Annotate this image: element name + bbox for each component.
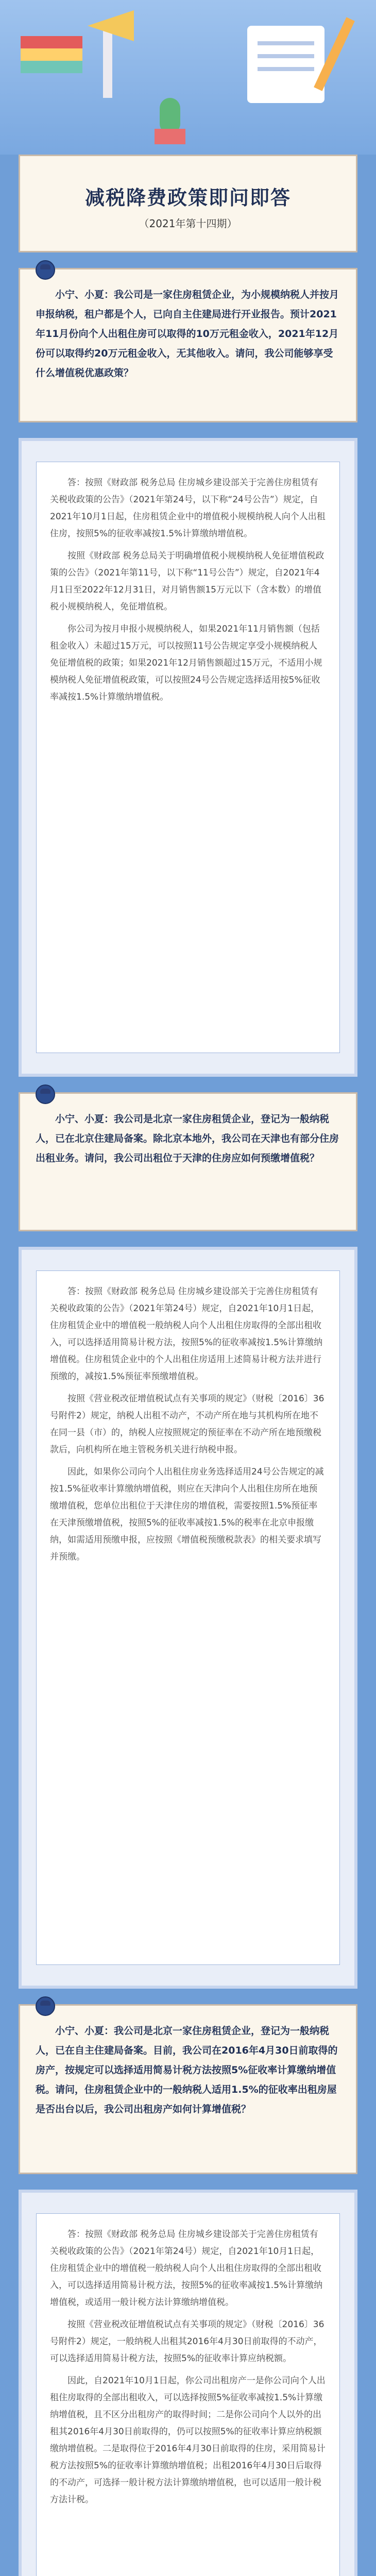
question-3-text: 小宁、小夏：我公司是北京一家住房租赁企业，登记为一般纳税人，已在自主住建局备案。目前，我公司在2016年4月30日前取得的房产，按规定可以选择适用简易计税方法按照5%征收率计算缴纳增值税。请问，住房租赁企业中的一般纳税人适用1.5%的征收率出租房屋是否出台以后，我公司出租房产如何计算增值税？	[36, 2025, 338, 2115]
answer-2-paragraph: 答：按照《财政部 税务总局 住房城乡建设部关于完善住房租赁有关税收政策的公告》（2021年第24号）规定，自2021年10月1日起，住房租赁企业中的增值税一般纳税人向个人出租住房取得的全部出租收入，可以选择适用简易计税方法，按照5%的征收率减按1.5%计算缴纳增值税。住房租赁企业中的个人出租住房适用上述简易计税方法并进行预缴的，减按1.5%预征率预缴增值税。	[50, 1286, 323, 1382]
question-1-panel	[19, 268, 357, 422]
answer-3-paragraph: 按照《营业税改征增值税试点有关事项的规定》（财税〔2016〕36号附件2）规定，一般纳税人出租其2016年4月30日前取得的不动产，可以选择适用简易计税方法，按照5%的征收率计算应纳税额。	[50, 2319, 324, 2364]
question-1-text: 小宁、小夏：我公司是一家住房租赁企业，为小规模纳税人并按月申报纳税，租户都是个人，已向自主住建局进行开业报告。预计2021年11月份向个人出租住房可以取得的10万元租金收入，2021年12月份可以取得约20万元租金收入，无其他收入。请问，我公司能够享受什么增值税优惠政策？	[36, 289, 339, 379]
question-3-text-wrap	[36, 2021, 340, 2157]
question-1-text-wrap	[36, 285, 340, 405]
books-icon	[21, 36, 82, 73]
question-3-panel	[19, 2004, 357, 2174]
answer-1-paragraph: 按照《财政部 税务总局关于明确增值税小规模纳税人免征增值税政策的公告》（2021年第11号，以下称“11号公告”）规定，自2021年4月1日至2022年12月31日，对月销售额15万元以下（含本数）的增值税小规模纳税人，免征增值税。	[50, 551, 324, 612]
answer-3-paragraph: 答：按照《财政部 税务总局 住房城乡建设部关于完善住房租赁有关税收政策的公告》（2021年第24号）规定，自2021年10月1日起，住房租赁企业中的增值税一般纳税人向个人出租住房取得的全部出租收入，可以选择适用简易计税方法，按照5%的征收率减按1.5%计算缴纳增值税，或适用一般计税方法计算缴纳增值税。	[50, 2229, 323, 2308]
answer-1-paragraph: 答：按照《财政部 税务总局 住房城乡建设部关于完善住房租赁有关税收政策的公告》（2021年第24号，以下称“24号公告”）规定，自2021年10月1日起，住房租赁企业中的增值税小规模纳税人向个人出租住房，按照5%的征收率减按1.5%计算缴纳增值税。	[50, 478, 326, 539]
answer-3-paragraph: 因此，自2021年10月1日起，你公司出租房产一是你公司向个人出租住房取得的全部出租收入，可以选择按照5%征收率减按1.5%计算缴纳增值税，且不区分出租房产的取得时间；二是你公司向个人以外的出租其2016年4月30日前取得的，仍可以按照5%的征收率计算应纳税额缴纳增值税。二是取得位于2016年4月30日前取得的住房，采用简易计税方法按照5%的征收率计算缴纳增值税；出租2016年4月30日后取得的不动产，可选择一般计税方法计算缴纳增值税，也可以适用一般计税方法计税。	[50, 2376, 326, 2505]
question-2-text: 小宁、小夏：我公司是北京一家住房租赁企业，登记为一般纳税人，已在北京住建局备案。除北京本地外，我公司在天津也有部分住房出租业务。请问，我公司出租位于天津的住房应如何预缴增值税？	[36, 1113, 339, 1164]
page-subtitle: （2021年第十四期）	[139, 217, 237, 230]
answer-2-content	[36, 1270, 340, 1965]
answer-2-paragraph: 因此，如果你公司向个人出租住房业务选择适用24号公告规定的减按1.5%征收率计算缴纳增值税，则应在天津向个人出租住房所在地预缴增值税，您单位出租位于天津住房的增值税，需要按照1.5%预征率在天津预缴增值税，按照5%的征收率减按1.5%的税率在北京申报缴纳，如需适用预缴申报，应按照《增值税预缴税款表》的相关要求填写并预缴。	[50, 1467, 324, 1562]
police-avatar-icon	[36, 1084, 55, 1104]
title-panel	[19, 155, 357, 252]
cactus-icon	[155, 98, 185, 144]
lamp-icon	[88, 10, 134, 98]
header-illustration	[0, 0, 376, 155]
answer-2-paragraph: 按照《营业税改征增值税试点有关事项的规定》（财税〔2016〕36号附件2）规定，纳税人出租不动产，不动产所在地与其机构所在地不在同一县（市）的，纳税人应按照规定的预征率在不动产所在地预缴税款后，向机构所在地主管税务机关进行纳税申报。	[50, 1394, 324, 1455]
answer-1-content	[36, 462, 340, 1053]
header-decoration-svg	[0, 0, 376, 155]
answer-1-panel	[19, 438, 357, 1077]
police-avatar-icon	[36, 1996, 55, 2016]
question-2-text-wrap	[36, 1109, 340, 1214]
notepad-icon	[247, 26, 324, 103]
question-2-panel	[19, 1092, 357, 1231]
page-title: 减税降费政策即问即答	[84, 186, 291, 209]
answer-3-content	[36, 2213, 340, 2576]
answer-1-paragraph: 你公司为按月申报小规模纳税人，如果2021年11月销售额（包括租金收入）未超过15万元，可以按照11号公告规定享受小规模纳税人免征增值税的政策；如果2021年12月销售额超过15万元，不适用小规模纳税人免征增值税政策，可以按照24号公告规定选择适用按5%征收率减按1.5%计算缴纳增值税。	[50, 624, 322, 702]
answer-2-panel	[19, 1247, 357, 1989]
answer-3-panel	[19, 2190, 357, 2576]
police-avatar-icon	[36, 260, 55, 280]
